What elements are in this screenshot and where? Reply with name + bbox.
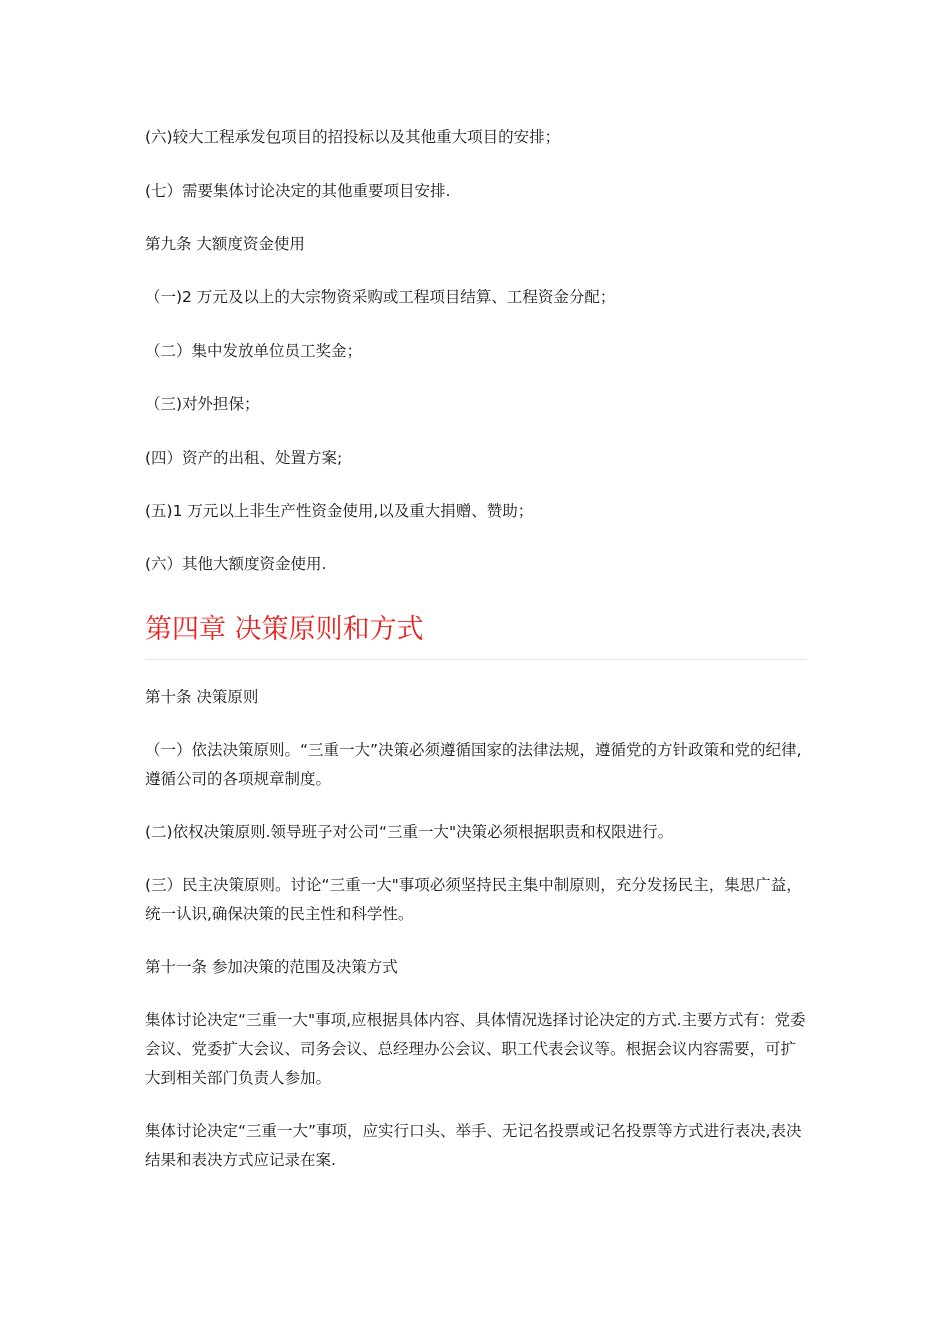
- heading-divider: [145, 659, 807, 660]
- paragraph-item-6-funds: (六）其他大额度资金使用.: [145, 555, 327, 573]
- paragraph-item-5-funds: (五)1 万元以上非生产性资金使用,以及重大捐赠、赞助；: [145, 502, 534, 520]
- paragraph-voting: 集体讨论决定“三重一大”事项，应实行口头、举手、无记名投票或记名投票等方式进行表决,表决结果和表决方式应记录在案.: [145, 1122, 802, 1169]
- paragraph-item-6-projects: (六)较大工程承发包项目的招投标以及其他重大项目的安排；: [145, 128, 561, 146]
- chapter-4-heading: 第四章 决策原则和方式: [145, 614, 424, 645]
- article-10-title: 第十条 决策原则: [145, 688, 259, 706]
- article-11-title: 第十一条 参加决策的范围及决策方式: [145, 958, 398, 976]
- article-9-title: 第九条 大额度资金使用: [145, 235, 305, 253]
- paragraph-item-1-funds: （一)2 万元及以上的大宗物资采购或工程项目结算、工程资金分配；: [145, 288, 616, 306]
- paragraph-item-2-funds: （二）集中发放单位员工奖金；: [145, 342, 363, 360]
- paragraph-principle-2: (二)依权决策原则.领导班子对公司“三重一大"决策必须根据职责和权限进行。: [145, 823, 674, 841]
- paragraph-principle-1: （一）依法决策原则。“三重一大”决策必须遵循国家的法律法规，遵循党的方针政策和党的纪律,遵循公司的各项规章制度。: [145, 741, 802, 788]
- paragraph-principle-3: (三）民主决策原则。讨论“三重一大"事项必须坚持民主集中制原则，充分发扬民主，集思广益，统一认识,确保决策的民主性和科学性。: [145, 876, 802, 923]
- paragraph-item-4-funds: (四）资产的出租、处置方案;: [145, 449, 343, 467]
- paragraph-item-3-funds: （三)对外担保；: [145, 395, 260, 413]
- paragraph-decision-methods: 集体讨论决定“三重一大"事项,应根据具体内容、具体情况选择讨论决定的方式.主要方式有：党委会议、党委扩大会议、司务会议、总经理办公会议、职工代表会议等。根据会议内容需要，可扩大到相关部门负责人参加。: [145, 1011, 806, 1087]
- paragraph-item-7-projects: (七）需要集体讨论决定的其他重要项目安排.: [145, 182, 451, 200]
